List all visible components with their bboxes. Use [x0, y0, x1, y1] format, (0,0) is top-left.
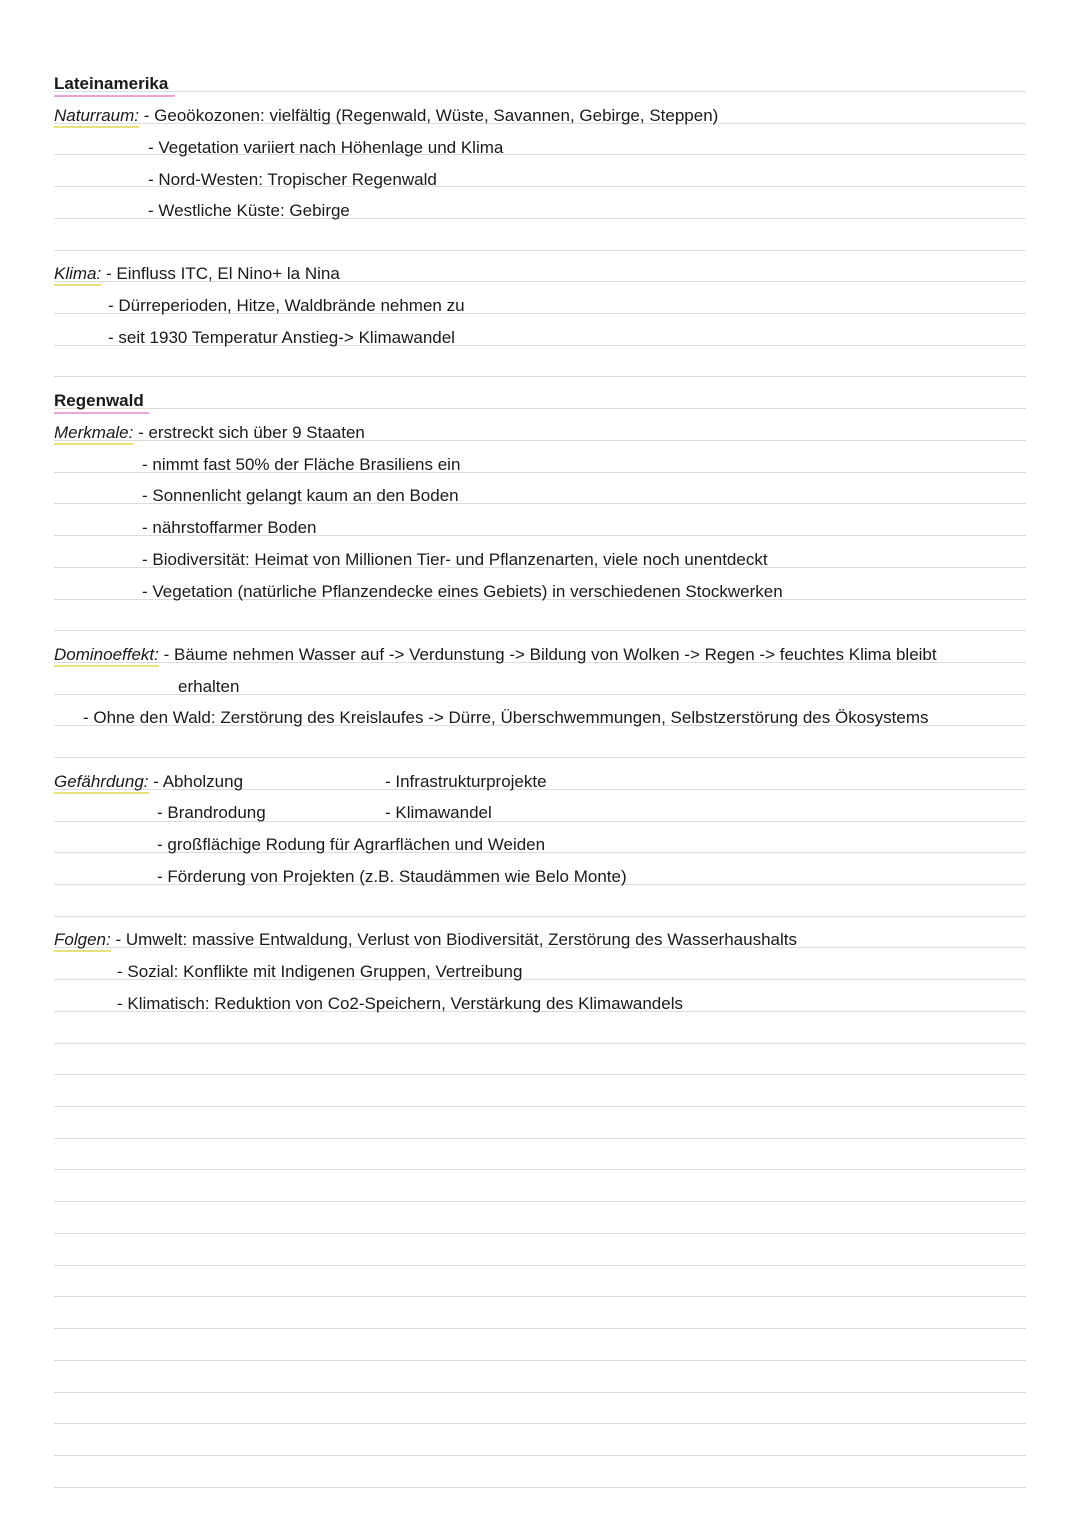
merkmale-label-wrap	[54, 423, 133, 443]
ruled-line	[54, 91, 1026, 92]
ruled-line	[54, 1106, 1026, 1107]
ruled-line	[54, 1360, 1026, 1361]
ruled-line	[54, 1074, 1026, 1075]
ruled-line	[54, 250, 1026, 251]
ruled-line	[54, 1201, 1026, 1202]
label-underline	[54, 126, 139, 128]
ruled-line	[54, 1423, 1026, 1424]
ruled-line	[54, 1296, 1026, 1297]
ruled-line	[54, 1043, 1026, 1044]
label-underline	[54, 443, 133, 445]
ruled-line	[54, 1487, 1026, 1488]
ruled-line	[54, 1265, 1026, 1266]
ruled-line	[54, 376, 1026, 377]
ruled-line	[54, 1138, 1026, 1139]
gefaehrdung-row-1	[54, 772, 243, 792]
klima-item-3: - seit 1930 Temperatur Anstieg-> Klimawandel	[108, 328, 455, 347]
heading-underline	[54, 412, 149, 414]
klima-label-wrap	[54, 264, 101, 284]
gefaehrdung-right-2: - Klimawandel	[385, 803, 492, 822]
folgen-row-1	[54, 930, 797, 950]
naturraum-item-2: - Vegetation variiert nach Höhenlage und Klima	[148, 138, 504, 157]
gefaehrdung-left-2: - Brandrodung	[157, 803, 266, 822]
klima-item-2: - Dürreperioden, Hitze, Waldbrände nehmen zu	[108, 296, 465, 315]
label-underline	[54, 665, 159, 667]
dominoeffekt-label-wrap	[54, 645, 159, 665]
heading-regenwald: Regenwald	[54, 391, 144, 410]
naturraum-label-wrap	[54, 106, 139, 126]
ruled-line	[54, 1328, 1026, 1329]
dominoeffekt-label: Dominoeffekt:	[54, 645, 159, 664]
merkmale-item-5: - Biodiversität: Heimat von Millionen Tier- und Pflanzenarten, viele noch unentdeckt	[142, 550, 768, 569]
ruled-line	[54, 1169, 1026, 1170]
dominoeffekt-item-1-cont: erhalten	[178, 677, 240, 696]
heading-lateinamerika: Lateinamerika	[54, 74, 169, 93]
label-underline	[54, 792, 149, 794]
merkmale-item-1: - erstreckt sich über 9 Staaten	[138, 423, 365, 442]
gefaehrdung-left-1: - Abholzung	[153, 772, 244, 791]
gefaehrdung-right-1: - Infrastrukturprojekte	[385, 772, 547, 791]
klima-item-1: - Einfluss ITC, El Nino+ la Nina	[105, 264, 340, 283]
gefaehrdung-label: Gefährdung:	[54, 772, 149, 791]
gefaehrdung-item-2: - Förderung von Projekten (z.B. Staudämmen wie Belo Monte)	[157, 867, 627, 886]
ruled-line	[54, 916, 1026, 917]
folgen-item-2: - Sozial: Konflikte mit Indigenen Gruppen, Vertreibung	[117, 962, 523, 981]
folgen-label-wrap	[54, 930, 111, 950]
naturraum-item-1: - Geoökozonen: vielfältig (Regenwald, Wüste, Savannen, Gebirge, Steppen)	[143, 106, 719, 125]
gefaehrdung-label-wrap	[54, 772, 149, 792]
merkmale-item-6: - Vegetation (natürliche Pflanzendecke eines Gebiets) in verschiedenen Stockwerken	[142, 582, 783, 601]
folgen-item-1: - Umwelt: massive Entwaldung, Verlust von Biodiversität, Zerstörung des Wasserhaushalts	[115, 930, 797, 949]
ruled-line	[54, 1233, 1026, 1234]
ruled-line	[54, 408, 1026, 409]
gefaehrdung-item-1: - großflächige Rodung für Agrarflächen und Weiden	[157, 835, 546, 854]
label-underline	[54, 284, 101, 286]
naturraum-row-1	[54, 106, 718, 126]
folgen-label: Folgen:	[54, 930, 111, 949]
naturraum-item-4: - Westliche Küste: Gebirge	[148, 201, 350, 220]
merkmale-row-1	[54, 423, 365, 443]
ruled-line	[54, 757, 1026, 758]
merkmale-item-3: - Sonnenlicht gelangt kaum an den Boden	[142, 486, 459, 505]
ruled-line	[54, 1392, 1026, 1393]
ruled-line	[54, 1455, 1026, 1456]
merkmale-item-4: - nährstoffarmer Boden	[142, 518, 317, 537]
klima-label: Klima:	[54, 264, 102, 283]
ruled-line	[54, 630, 1026, 631]
label-underline	[54, 950, 111, 952]
dominoeffekt-row-1	[54, 645, 937, 665]
klima-row-1	[54, 264, 340, 284]
dominoeffekt-item-2: - Ohne den Wald: Zerstörung des Kreislaufes -> Dürre, Überschwemmungen, Selbstzerstörung des Ökosystems	[83, 708, 929, 727]
dominoeffekt-item-1: - Bäume nehmen Wasser auf -> Verdunstung -> Bildung von Wolken -> Regen -> feuchtes Klima bleibt	[163, 645, 937, 664]
folgen-item-3: - Klimatisch: Reduktion von Co2-Speichern, Verstärkung des Klimawandels	[117, 994, 683, 1013]
merkmale-label: Merkmale:	[54, 423, 134, 442]
heading-underline	[54, 95, 175, 97]
naturraum-item-3: - Nord-Westen: Tropischer Regenwald	[148, 170, 437, 189]
naturraum-label: Naturraum:	[54, 106, 140, 125]
merkmale-item-2: - nimmt fast 50% der Fläche Brasiliens ein	[142, 455, 461, 474]
